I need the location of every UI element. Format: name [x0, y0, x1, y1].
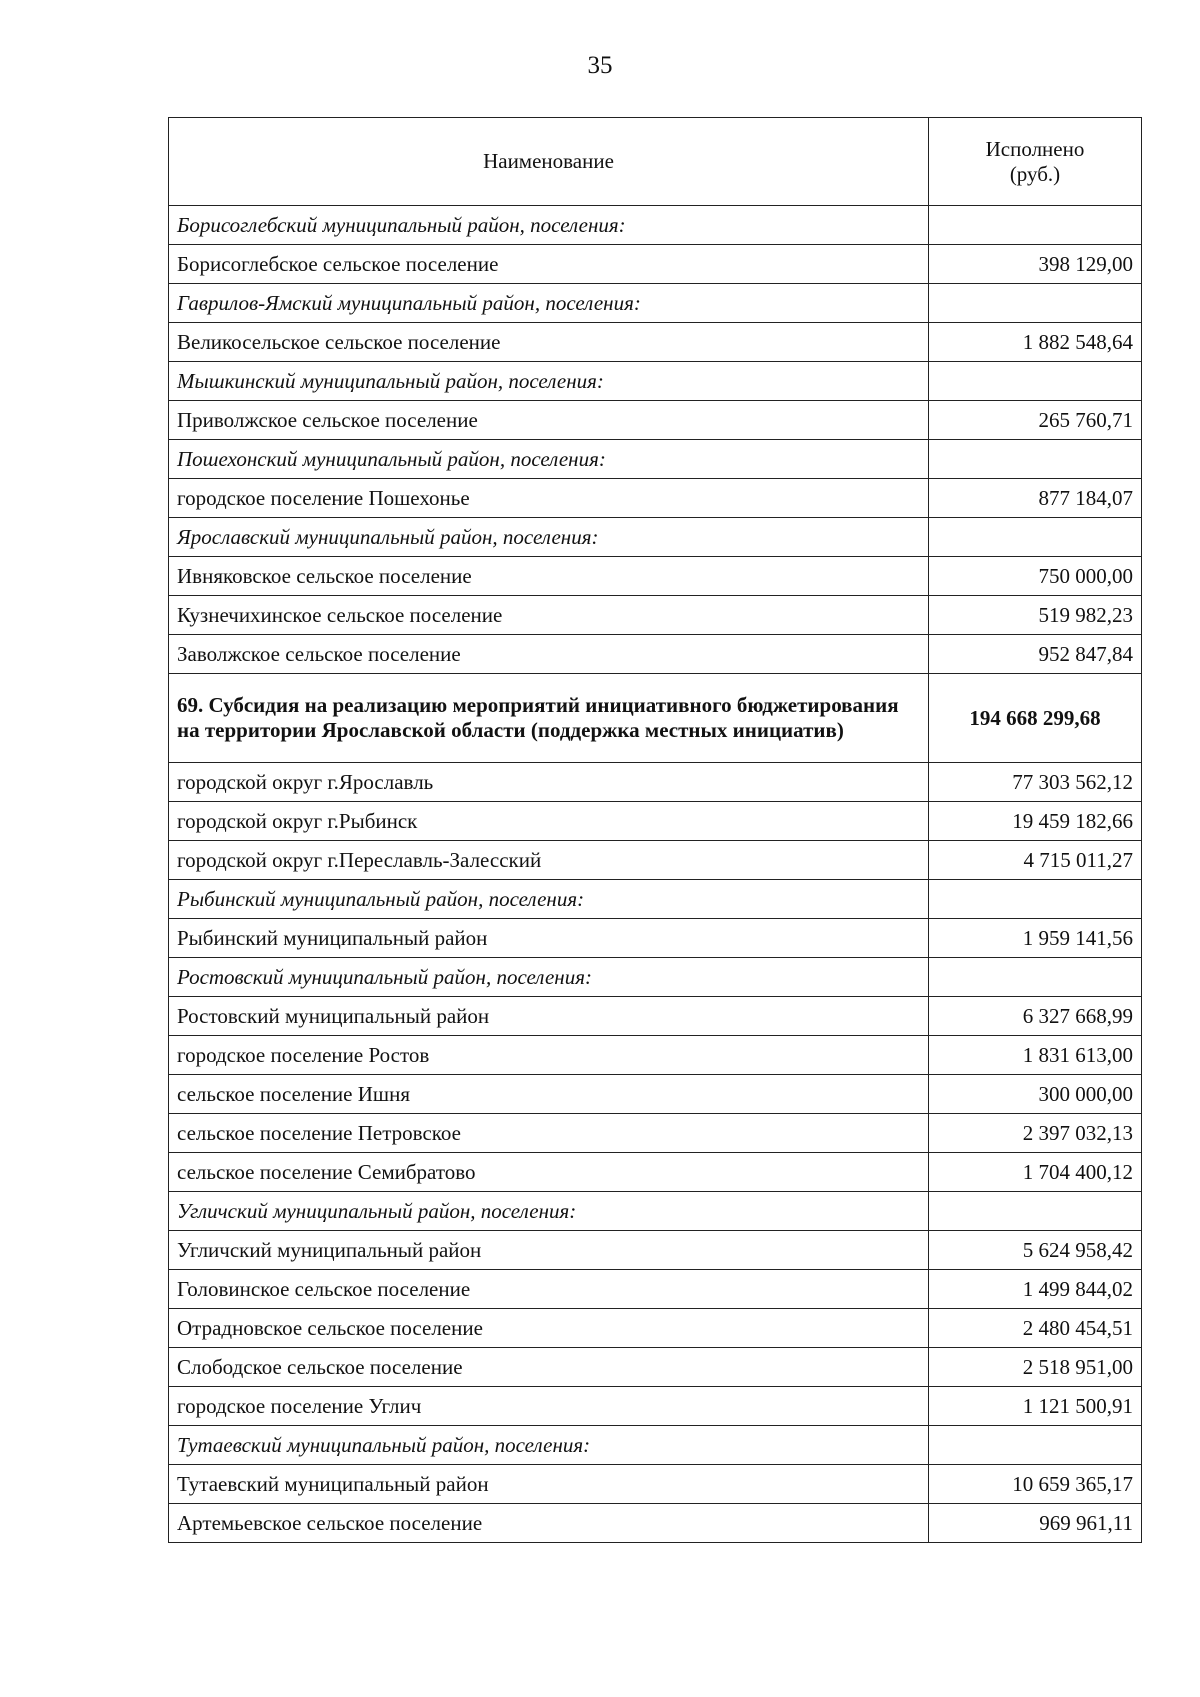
district-header-row — [169, 958, 1142, 997]
amount-cell: 10 659 365,17 — [929, 1465, 1142, 1504]
district-name-cell: Тутаевский муниципальный район, поселения: — [169, 1426, 929, 1465]
table-body — [169, 206, 1142, 1543]
recipient-name-cell: сельское поселение Петровское — [169, 1114, 929, 1153]
district-name-cell: Пошехонский муниципальный район, поселения: — [169, 440, 929, 479]
amount-cell: 2 480 454,51 — [929, 1309, 1142, 1348]
recipient-name-cell: городской округ г.Рыбинск — [169, 802, 929, 841]
amount-cell — [929, 362, 1142, 401]
table-row — [169, 997, 1142, 1036]
amount-cell: 877 184,07 — [929, 479, 1142, 518]
table-row — [169, 1504, 1142, 1543]
amount-cell: 4 715 011,27 — [929, 841, 1142, 880]
amount-cell: 5 624 958,42 — [929, 1231, 1142, 1270]
district-name-cell: Ростовский муниципальный район, поселения: — [169, 958, 929, 997]
amount-cell: 1 121 500,91 — [929, 1387, 1142, 1426]
amount-cell: 6 327 668,99 — [929, 997, 1142, 1036]
section-total-row — [169, 674, 1142, 763]
recipient-name-cell: Заволжское сельское поселение — [169, 635, 929, 674]
amount-cell: 969 961,11 — [929, 1504, 1142, 1543]
recipient-name-cell: Борисоглебское сельское поселение — [169, 245, 929, 284]
amount-cell — [929, 1192, 1142, 1231]
amount-cell — [929, 958, 1142, 997]
recipient-name-cell: Ростовский муниципальный район — [169, 997, 929, 1036]
recipient-name-cell: Угличский муниципальный район — [169, 1231, 929, 1270]
amount-cell: 2 397 032,13 — [929, 1114, 1142, 1153]
amount-cell: 1 882 548,64 — [929, 323, 1142, 362]
recipient-name-cell: городское поселение Углич — [169, 1387, 929, 1426]
recipient-name-cell: Великосельское сельское поселение — [169, 323, 929, 362]
header-row — [169, 118, 1142, 206]
recipient-name-cell: сельское поселение Ишня — [169, 1075, 929, 1114]
district-header-row — [169, 284, 1142, 323]
amount-cell — [929, 440, 1142, 479]
section-title-cell: 69. Субсидия на реализацию мероприятий инициативного бюджетирования на территории Ярославской области (поддержка местных инициатив) — [169, 674, 929, 763]
recipient-name-cell: городской округ г.Переславль-Залесский — [169, 841, 929, 880]
table-row — [169, 401, 1142, 440]
table-row — [169, 1036, 1142, 1075]
recipient-name-cell: Отрадновское сельское поселение — [169, 1309, 929, 1348]
recipient-name-cell: городское поселение Пошехонье — [169, 479, 929, 518]
table-row — [169, 919, 1142, 958]
amount-cell: 1 704 400,12 — [929, 1153, 1142, 1192]
recipient-name-cell: Тутаевский муниципальный район — [169, 1465, 929, 1504]
district-name-cell: Гаврилов-Ямский муниципальный район, поселения: — [169, 284, 929, 323]
table-row — [169, 1348, 1142, 1387]
recipient-name-cell: Рыбинский муниципальный район — [169, 919, 929, 958]
amount-cell: 398 129,00 — [929, 245, 1142, 284]
amount-cell — [929, 206, 1142, 245]
table-row — [169, 1309, 1142, 1348]
header-amount-unit: (руб.) — [1009, 161, 1061, 186]
header-amount-label: Исполнено — [985, 136, 1085, 161]
table-row — [169, 323, 1142, 362]
table-header — [169, 118, 1142, 206]
recipient-name-cell: Головинское сельское поселение — [169, 1270, 929, 1309]
district-header-row — [169, 1426, 1142, 1465]
table-row — [169, 596, 1142, 635]
amount-cell — [929, 880, 1142, 919]
table-row — [169, 1153, 1142, 1192]
amount-cell: 952 847,84 — [929, 635, 1142, 674]
amount-cell: 519 982,23 — [929, 596, 1142, 635]
table-row — [169, 1075, 1142, 1114]
table-row — [169, 1231, 1142, 1270]
district-header-row — [169, 518, 1142, 557]
recipient-name-cell: Ивняковское сельское поселение — [169, 557, 929, 596]
amount-cell: 19 459 182,66 — [929, 802, 1142, 841]
recipient-name-cell: городское поселение Ростов — [169, 1036, 929, 1075]
district-header-row — [169, 362, 1142, 401]
table-row — [169, 1270, 1142, 1309]
table-row — [169, 479, 1142, 518]
amount-cell: 1 959 141,56 — [929, 919, 1142, 958]
table-row — [169, 1114, 1142, 1153]
table-row — [169, 763, 1142, 802]
amount-cell: 2 518 951,00 — [929, 1348, 1142, 1387]
district-header-row — [169, 206, 1142, 245]
budget-table — [168, 117, 1142, 1543]
table-row — [169, 802, 1142, 841]
district-name-cell: Рыбинский муниципальный район, поселения: — [169, 880, 929, 919]
table-row — [169, 1387, 1142, 1426]
amount-cell: 77 303 562,12 — [929, 763, 1142, 802]
district-header-row — [169, 440, 1142, 479]
header-amount — [929, 118, 1142, 206]
district-header-row — [169, 880, 1142, 919]
amount-cell: 300 000,00 — [929, 1075, 1142, 1114]
table-row — [169, 635, 1142, 674]
amount-cell — [929, 284, 1142, 323]
amount-cell — [929, 1426, 1142, 1465]
recipient-name-cell: сельское поселение Семибратово — [169, 1153, 929, 1192]
recipient-name-cell: Кузнечихинское сельское поселение — [169, 596, 929, 635]
amount-cell: 265 760,71 — [929, 401, 1142, 440]
amount-cell: 750 000,00 — [929, 557, 1142, 596]
table-row — [169, 1465, 1142, 1504]
recipient-name-cell: Приволжское сельское поселение — [169, 401, 929, 440]
recipient-name-cell: Слободское сельское поселение — [169, 1348, 929, 1387]
section-total-amount-cell: 194 668 299,68 — [929, 674, 1142, 763]
page-number: 35 — [587, 52, 613, 79]
district-header-row — [169, 1192, 1142, 1231]
recipient-name-cell: городской округ г.Ярославль — [169, 763, 929, 802]
amount-cell: 1 499 844,02 — [929, 1270, 1142, 1309]
table-row — [169, 841, 1142, 880]
recipient-name-cell: Артемьевское сельское поселение — [169, 1504, 929, 1543]
amount-cell: 1 831 613,00 — [929, 1036, 1142, 1075]
district-name-cell: Борисоглебский муниципальный район, поселения: — [169, 206, 929, 245]
district-name-cell: Ярославский муниципальный район, поселения: — [169, 518, 929, 557]
district-name-cell: Мышкинский муниципальный район, поселения: — [169, 362, 929, 401]
district-name-cell: Угличский муниципальный район, поселения: — [169, 1192, 929, 1231]
amount-cell — [929, 518, 1142, 557]
header-name: Наименование — [169, 118, 929, 206]
table-row — [169, 557, 1142, 596]
table-row — [169, 245, 1142, 284]
